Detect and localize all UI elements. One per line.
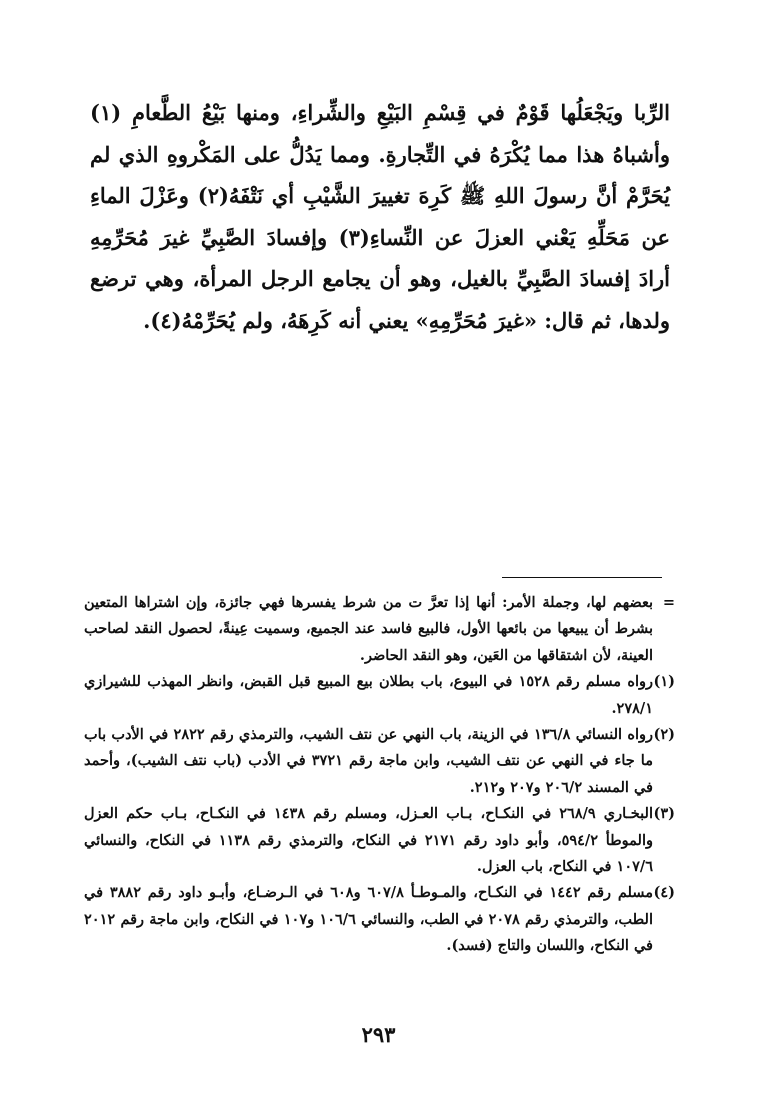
footnote-mark: (٢) <box>653 726 675 744</box>
footnote-1 <box>84 669 675 722</box>
footnote-4 <box>84 880 675 959</box>
page-number: ٢٩٣ <box>361 1022 396 1047</box>
footnote-2 <box>84 722 675 801</box>
footnotes <box>84 590 675 960</box>
footnote-continuation <box>84 590 675 669</box>
footnote-mark: (٣) <box>653 805 675 823</box>
footnote-3 <box>84 801 675 880</box>
main-text <box>90 92 670 341</box>
footnote-text: رواه مسلم رقم ١٥٢٨ في البيوع، باب بطلان بيع المبيع قبل القبض، وانظر المهذب للشيرازي ٢٧٨/١. <box>84 673 653 717</box>
footnote-mark: (١) <box>653 673 675 691</box>
footnote-text: بعضهم لها، وجملة الأمر: أنها إذا تعرَّ ت من شرط يفسرها فهي جائزة، وإن اشتراها المتعين بشرط أن يبيعها من بائعها الأول، فالبيع فاسد عند الجميع، وسميت عِينةً، لحصول النقد لصاحب العينة، لأن اشتقاقها من العَين، وهو النقد الحاضر. <box>84 594 653 664</box>
footnote-mark: = <box>662 594 675 611</box>
footnote-mark: (٤) <box>653 884 675 902</box>
footnote-text: مسلم رقم ١٤٤٢ في النكـاح، والمـوطـأ ٦٠٧/٨ و٦٠٨ في الـرضـاع، وأبـو داود رقم ٣٨٨٢ في الطب، والترمذي رقم ٢٠٧٨ في الطب، والنسائي ١٠٦/٦ و١٠٧ في النكاح، وابن ماجة رقم ٢٠١٢ في النكاح، واللسان والتاج (فسد). <box>84 884 653 955</box>
footnote-text: رواه النسائي ١٣٦/٨ في الزينة، باب النهي عن نتف الشيب، والترمذي رقم ٢٨٢٢ في الأدب باب ما جاء في النهي عن نتف الشيب، وابن ماجة رقم ٣٧٢١ في الأدب (باب نتف الشيب)، وأحمد في المسند ٢٠٦/٢ و٢٠٧ و٢١٢. <box>84 726 653 796</box>
body-paragraph: الرِّبا ويَجْعَلُها قَوْمٌ في قِسْمِ البَيْعِ والشِّراءِ، ومنها بَيْعُ الطَّعامِ (١) وأشباهُ هذا مما يُكْرَهُ في التِّجارةِ. ومما يَدُلُّ على المَكْروهِ الذي لم يُحَرَّمْ أنَّ رسولَ اللهِ ﷺ كَرِهَ تغييرَ الشَّيْبِ أي نَتْفَهُ(٢) وعَزْلَ الماءِ عن مَحَلِّهِ يَعْني العزلَ عن النِّساءِ(٣) وإفسادَ الصَّبِيِّ غيرَ مُحَرِّمِهِ أرادَ إفسادَ الصَّبِيِّ بالغيل، وهو أن يجامع الرجل المرأة، وهي ترضع ولدها، ثم قال: «غيرَ مُحَرِّمِهِ» يعني أنه كَرِهَهُ، ولم يُحَرِّمْهُ(٤). <box>90 100 670 333</box>
footnote-text: البخـاري ٢٦٨/٩ في النكـاح، بـاب العـزل، ومسلم رقم ١٤٣٨ في النكـاح، بـاب حكم العزل والموطأ ٥٩٤/٢، وأبو داود رقم ٢١٧١ في النكاح، والترمذي رقم ١١٣٨ في النكاح، والنسائي ١٠٧/٦ في النكاح، باب العزل. <box>84 805 653 876</box>
footnote-separator <box>502 577 662 578</box>
